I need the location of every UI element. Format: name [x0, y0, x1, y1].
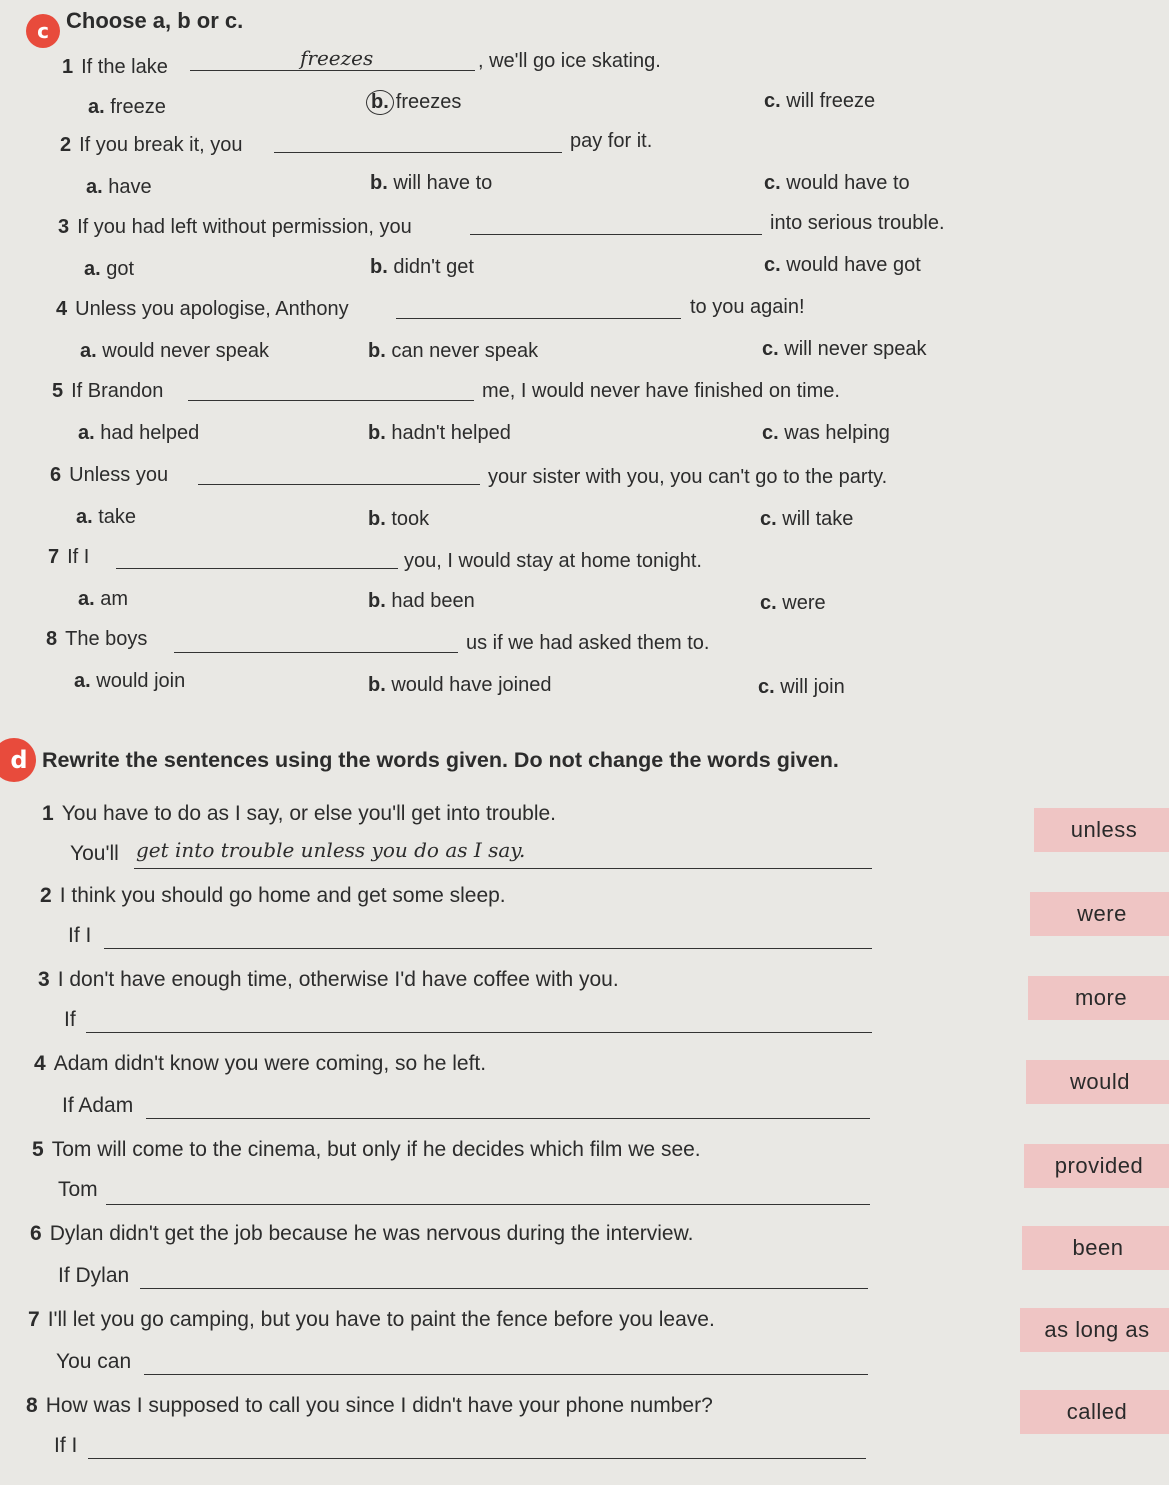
option-7a[interactable]: a. am: [78, 588, 129, 610]
rewrite-start-6: If Dylan: [58, 1264, 130, 1287]
rewrite-sentence-3: 3 I don't have enough time, otherwise I'd have coffee with you.: [38, 968, 619, 991]
option-5c[interactable]: c. was helping: [762, 422, 890, 444]
rewrite-line-1[interactable]: [134, 868, 872, 869]
rewrite-sentence-5: 5 Tom will come to the cinema, but only if he decides which film we see.: [32, 1138, 701, 1161]
option-3c[interactable]: c. would have got: [764, 254, 921, 276]
rewrite-line-7[interactable]: [144, 1374, 868, 1375]
rewrite-line-2[interactable]: [104, 948, 872, 949]
rewrite-sentence-7: 7 I'll let you go camping, but you have to paint the fence before you leave.: [28, 1308, 715, 1331]
rewrite-start-5: Tom: [58, 1178, 98, 1201]
rewrite-line-4[interactable]: [146, 1118, 870, 1119]
option-8a[interactable]: a. would join: [74, 670, 186, 692]
option-7b[interactable]: b. had been: [368, 590, 475, 612]
question-5-after: me, I would never have finished on time.: [482, 380, 840, 402]
rewrite-line-5[interactable]: [106, 1204, 870, 1205]
rewrite-start-7: You can: [56, 1350, 132, 1373]
key-word-box-3: more: [1028, 976, 1169, 1020]
question-2-after: pay for it.: [570, 130, 653, 152]
key-word-box-2: were: [1030, 892, 1169, 936]
rewrite-start-1: You'll: [70, 842, 119, 865]
option-1b[interactable]: b. freezes: [366, 90, 461, 115]
rewrite-line-6[interactable]: [140, 1288, 868, 1289]
question-1-after: , we'll go ice skating.: [478, 50, 661, 72]
option-1c[interactable]: c. will freeze: [764, 90, 876, 112]
exercise-d-badge: d: [0, 738, 36, 782]
question-2: 2 If you break it, you: [60, 134, 243, 156]
rewrite-line-8[interactable]: [88, 1458, 866, 1459]
option-6c[interactable]: c. will take: [760, 508, 854, 530]
handwritten-answer-1: freezes: [300, 46, 374, 70]
key-word-box-6: been: [1022, 1226, 1169, 1270]
answer-blank-4[interactable]: [396, 318, 681, 319]
answer-blank-7[interactable]: [116, 568, 398, 569]
answer-blank-3[interactable]: [470, 234, 762, 235]
rewrite-start-8: If I: [54, 1434, 78, 1457]
rewrite-sentence-2: 2 I think you should go home and get some sleep.: [40, 884, 506, 907]
question-4: 4 Unless you apologise, Anthony: [56, 298, 349, 320]
rewrite-sentence-8: 8 How was I supposed to call you since I didn't have your phone number?: [26, 1394, 713, 1417]
rewrite-start-4: If Adam: [62, 1094, 134, 1117]
exercise-c-heading: Choose a, b or c.: [66, 8, 244, 33]
question-7: 7 If I: [48, 546, 90, 568]
answer-blank-6[interactable]: [198, 484, 480, 485]
option-6a[interactable]: a. take: [76, 506, 137, 528]
handwritten-rewrite-1: get into trouble unless you do as I say.: [136, 838, 526, 862]
key-word-box-7: as long as: [1020, 1308, 1169, 1352]
answer-blank-8[interactable]: [174, 652, 458, 653]
question-6: 6 Unless you: [50, 464, 169, 486]
option-5b[interactable]: b. hadn't helped: [368, 422, 511, 444]
question-3-after: into serious trouble.: [770, 212, 945, 234]
exercise-c-badge: c: [26, 14, 60, 48]
circled-answer-mark: b.: [366, 90, 394, 115]
option-8b[interactable]: b. would have joined: [368, 674, 552, 696]
answer-blank-2[interactable]: [274, 152, 562, 153]
question-7-after: you, I would stay at home tonight.: [404, 550, 702, 572]
option-8c[interactable]: c. will join: [758, 676, 845, 698]
option-3b[interactable]: b. didn't get: [370, 256, 474, 278]
question-3: 3 If you had left without permission, you: [58, 216, 412, 238]
answer-blank-1[interactable]: [190, 70, 475, 71]
exercise-d-heading: Rewrite the sentences using the words given. Do not change the words given.: [42, 748, 839, 772]
answer-blank-5[interactable]: [188, 400, 474, 401]
rewrite-sentence-1: 1 You have to do as I say, or else you'll get into trouble.: [42, 802, 557, 825]
key-word-box-8: called: [1020, 1390, 1169, 1434]
option-4b[interactable]: b. can never speak: [368, 340, 539, 362]
rewrite-start-2: If I: [68, 924, 92, 947]
option-2b[interactable]: b. will have to: [370, 172, 493, 194]
question-6-after: your sister with you, you can't go to the party.: [488, 466, 888, 488]
option-2c[interactable]: c. would have to: [764, 172, 910, 194]
question-1: 1 If the lake: [62, 56, 168, 78]
option-4a[interactable]: a. would never speak: [80, 340, 270, 362]
rewrite-sentence-6: 6 Dylan didn't get the job because he was nervous during the interview.: [30, 1222, 694, 1245]
option-4c[interactable]: c. will never speak: [762, 338, 927, 360]
key-word-box-5: provided: [1024, 1144, 1169, 1188]
question-4-after: to you again!: [690, 296, 805, 318]
option-2a[interactable]: a. have: [86, 176, 152, 198]
key-word-box-4: would: [1026, 1060, 1169, 1104]
rewrite-sentence-4: 4 Adam didn't know you were coming, so he left.: [34, 1052, 487, 1075]
question-8: 8 The boys: [46, 628, 148, 650]
option-7c[interactable]: c. were: [760, 592, 826, 614]
option-1a[interactable]: a. freeze: [88, 96, 166, 118]
option-6b[interactable]: b. took: [368, 508, 430, 530]
option-3a[interactable]: a. got: [84, 258, 135, 280]
rewrite-line-3[interactable]: [86, 1032, 872, 1033]
question-5: 5 If Brandon: [52, 380, 164, 402]
key-word-box-1: unless: [1034, 808, 1169, 852]
option-5a[interactable]: a. had helped: [78, 422, 200, 444]
question-8-after: us if we had asked them to.: [466, 632, 710, 654]
rewrite-start-3: If: [64, 1008, 76, 1031]
